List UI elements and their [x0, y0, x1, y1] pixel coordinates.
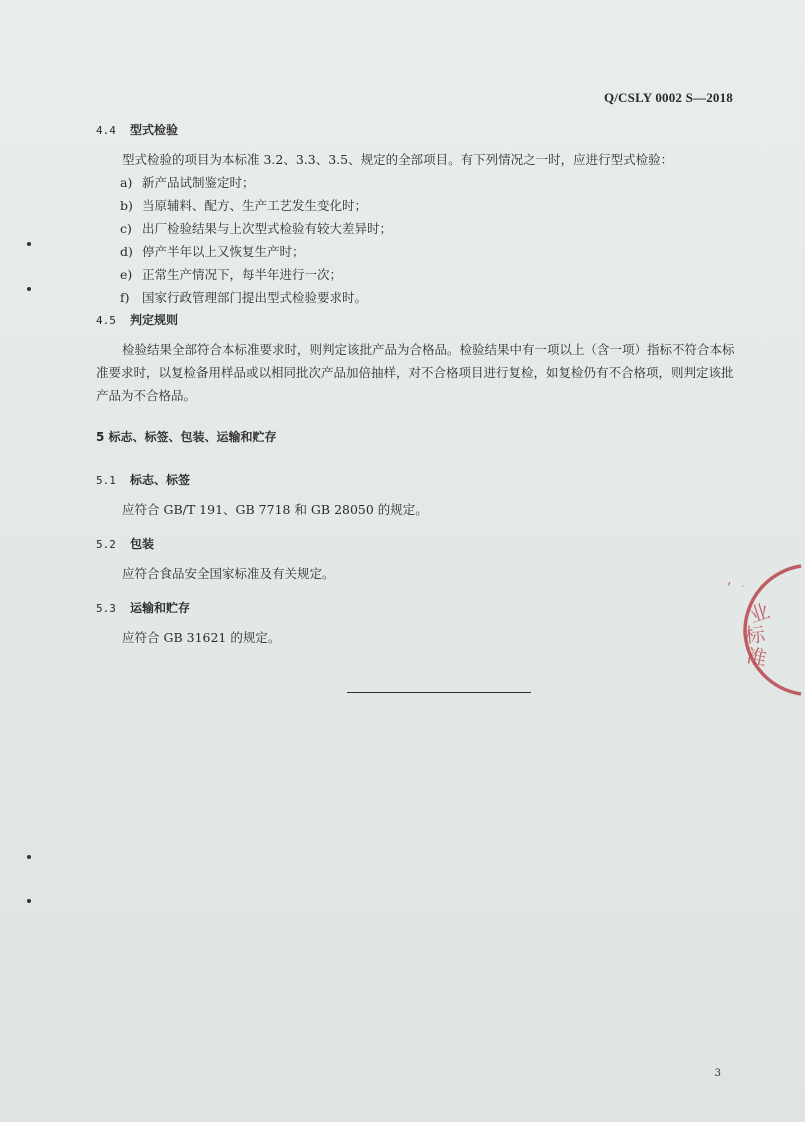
section-title: 型式检验 — [130, 123, 179, 137]
section-title: 包装 — [130, 537, 155, 551]
list-item: d) 停产半年以上又恢复生产时； — [120, 244, 305, 259]
type-test-conditions-list — [120, 171, 392, 309]
section-number: 4.5 — [96, 314, 116, 327]
end-of-document-rule — [347, 692, 531, 693]
section-5-1-heading — [96, 471, 190, 488]
binding-mark — [27, 242, 31, 246]
list-item: c) 出厂检验结果与上次型式检验有较大差异时； — [120, 221, 393, 236]
svg-text:业: 业 — [746, 598, 773, 628]
svg-text:·: · — [741, 582, 745, 593]
document-code: Q/CSLY 0002 S—2018 — [603, 90, 733, 105]
section-title: 标志、标签 — [130, 473, 191, 487]
section-4-4-heading — [96, 121, 178, 138]
list-item: f) 国家行政管理部门提出型式检验要求时。 — [120, 290, 368, 305]
section-5-2-text: 应符合食品安全国家标准及有关规定。 — [122, 566, 335, 581]
section-title: 判定规则 — [130, 313, 179, 327]
section-title: 运输和贮存 — [130, 601, 191, 615]
svg-text:,: , — [727, 572, 732, 588]
section-number: 5.3 — [96, 602, 116, 615]
seal-stamp — [705, 560, 805, 700]
judgement-rules-paragraph: 检验结果全部符合本标准要求时，则判定该批产品为合格品。检验结果中有一项以上（含一项）指标不符合本标准要求时，以复检备用样品或以相同批次产品加倍抽样，对不合格项目进行复检，如复检仍有不合格项，则判定该批产品为不合格品。 — [96, 342, 735, 403]
svg-text:准: 准 — [744, 643, 770, 671]
binding-mark — [27, 899, 31, 903]
section-5-1-text: 应符合 GB/T 191、GB 7718 和 GB 28050 的规定。 — [122, 502, 428, 517]
section-5-2-heading — [96, 535, 154, 552]
list-item: a) 新产品试制鉴定时； — [120, 175, 255, 190]
binding-mark — [27, 287, 31, 291]
chapter-5-title: 5 标志、标签、包装、运输和贮存 — [96, 430, 277, 444]
section-number: 5.1 — [96, 474, 116, 487]
section-5-3-heading — [96, 599, 190, 616]
section-number: 5.2 — [96, 538, 116, 551]
binding-mark — [27, 855, 31, 859]
section-4-5-heading — [96, 311, 178, 328]
page-number: 3 — [714, 1068, 721, 1079]
section-4-4-intro: 型式检验的项目为本标准 3.2、3.3、3.5、规定的全部项目。有下列情况之一时，应进行型式检验： — [122, 152, 674, 167]
section-number: 4.4 — [96, 124, 116, 137]
section-5-3-text: 应符合 GB 31621 的规定。 — [122, 630, 281, 645]
list-item: b) 当原辅料、配方、生产工艺发生变化时； — [120, 198, 368, 213]
svg-text:标: 标 — [744, 622, 766, 648]
list-item: e) 正常生产情况下，每半年进行一次； — [120, 267, 343, 282]
